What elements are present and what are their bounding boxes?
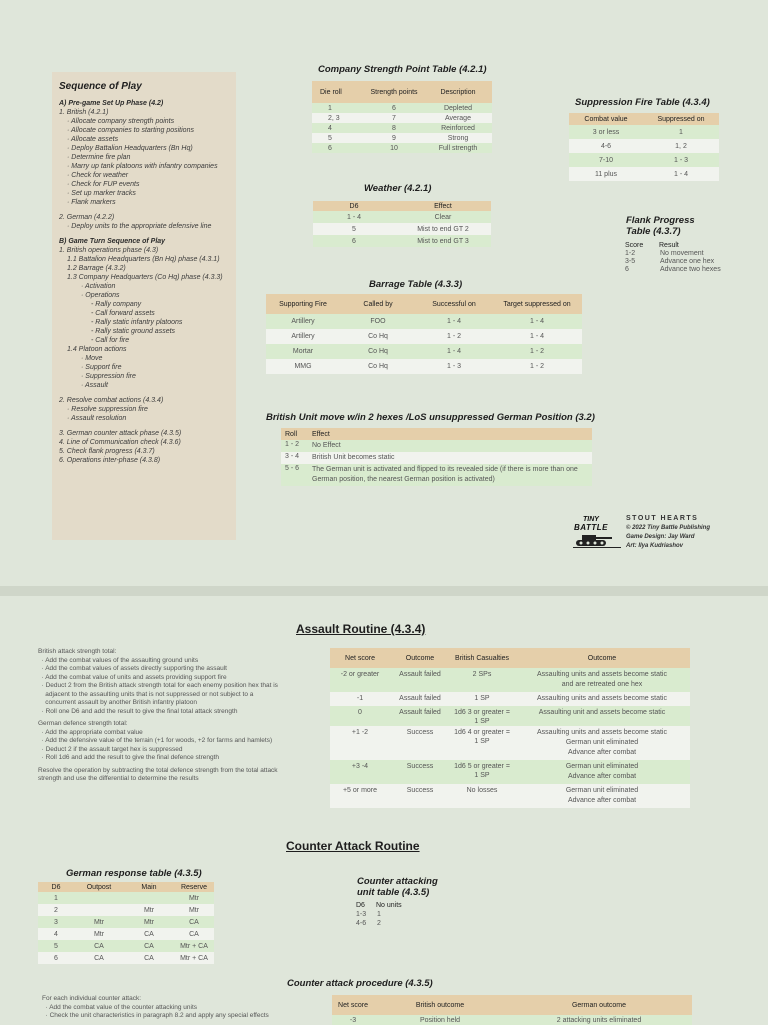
table-cell: Mtr: [188, 894, 200, 902]
table-cell: No movement: [660, 250, 704, 257]
unit-table-title: [357, 876, 438, 898]
company-table-title: Company Strength Point Table (4.2.1): [318, 64, 487, 75]
table-cell: Depleted: [443, 104, 473, 112]
table-cell: 6: [328, 144, 332, 152]
table-row: [569, 153, 719, 167]
table-cell: [514, 692, 690, 706]
text-line: strength and use the differential to determine the results: [38, 775, 199, 782]
table-cell: Advance one hex: [660, 258, 715, 265]
table-row: [266, 314, 582, 329]
table-cell: 1 - 4: [446, 318, 461, 325]
cell-line: German unit eliminated: [565, 739, 639, 746]
table-cell: +1 -2: [351, 729, 369, 736]
col-header: Die roll: [312, 81, 364, 103]
table-cell: 1 - 3: [446, 363, 461, 370]
table-cell: [74, 892, 124, 904]
table-cell: -2 or greater: [340, 671, 380, 678]
table-cell: Reinforced: [441, 124, 475, 132]
col-header: Strength points: [364, 81, 424, 103]
table-cell: CA: [94, 942, 104, 950]
table-cell: +3 -4: [351, 763, 369, 770]
table-cell: Mtr: [93, 930, 105, 938]
sequence-line: A) Pre-game Set Up Phase (4.2): [59, 100, 164, 107]
table-cell: 5 - 6: [285, 465, 300, 472]
sequence-line: 1. British (4.2.1): [59, 109, 109, 116]
col-header: Outpost: [74, 882, 124, 892]
counter-outcome-table: [332, 995, 692, 1025]
table-cell: +5 or more: [342, 787, 378, 794]
table-row: [266, 329, 582, 344]
table-cell: [310, 452, 592, 464]
table-cell: Co Hq: [368, 363, 388, 370]
table-row: [330, 668, 690, 692]
sequence-line: 1. British operations phase (4.3): [59, 247, 159, 254]
table-row: [569, 125, 719, 139]
sequence-line: · Flank markers: [67, 199, 116, 206]
table-row: [38, 892, 214, 904]
col-header: British outcome: [374, 995, 506, 1015]
sequence-line: · Allocate assets: [67, 136, 119, 143]
text-line: · Deduct 2 if the assault target hex is suppressed: [38, 745, 183, 753]
table-cell: 2: [377, 920, 381, 927]
sequence-line: 5. Check flank progress (4.3.7): [59, 448, 155, 455]
table-cell: [514, 760, 690, 784]
table-cell: 1: [54, 894, 58, 902]
col-header: Description: [424, 81, 492, 103]
table-cell: [514, 726, 690, 760]
sequence-line: · Check for FUP events: [67, 181, 140, 188]
table-row: [569, 139, 719, 153]
sequence-list: [59, 99, 223, 465]
table-cell: Full strength: [438, 144, 478, 152]
col-header: D6: [313, 201, 395, 211]
sequence-line: B) Game Turn Sequence of Play: [59, 238, 166, 245]
table-cell: 7-10: [598, 156, 613, 164]
sequence-line: · Activation: [81, 283, 116, 290]
table-row: [312, 113, 492, 123]
sequence-line: · Support fire: [81, 364, 122, 371]
sequence-line: - Rally static infantry platoons: [91, 319, 183, 326]
table-cell: Assault failed: [399, 709, 441, 716]
cell-line: No Effect: [312, 442, 341, 449]
cell-line: and are retreated one hex: [561, 681, 643, 688]
table-cell: Success: [406, 729, 434, 736]
table-cell: FOO: [370, 318, 386, 325]
credit-line: Art: Ilya Kudriashov: [626, 543, 684, 549]
table-cell: 5: [328, 134, 332, 142]
credit-line: Game Design: Jay Ward: [626, 534, 695, 540]
table-cell: 11 plus: [594, 170, 618, 178]
sequence-line: · Deploy Battalion Headquarters (Bn Hq): [67, 145, 193, 152]
col-header: Effect: [395, 201, 491, 211]
table-cell: 4-6: [600, 142, 612, 150]
cell-line: German position, the nearest German position is activated): [312, 476, 495, 483]
table-cell: 1 - 2: [285, 441, 300, 448]
table-row: [281, 440, 592, 452]
col-header: Outcome: [514, 648, 690, 668]
table-row: [330, 726, 690, 760]
text-line: For each individual counter attack:: [42, 995, 141, 1002]
table-cell: 4-6: [356, 920, 367, 927]
table-row: [355, 910, 402, 919]
table-cell: CA: [189, 930, 199, 938]
table-cell: Mtr + CA: [180, 954, 208, 962]
table-cell: Mortar: [292, 348, 314, 355]
table-cell: 8: [392, 124, 396, 132]
table-cell: [74, 904, 124, 916]
procedure-title: Counter attack procedure (4.3.5): [287, 978, 433, 989]
unit-title-line: Counter attacking: [357, 876, 438, 887]
text-line: · Add the appropriate combat value: [38, 728, 143, 736]
table-cell: CA: [144, 930, 154, 938]
table-row: [624, 266, 721, 274]
counter-attacking-unit-table: [355, 902, 402, 928]
cell-line: Assaulting units and assets become static: [537, 695, 667, 702]
counter-attack-title: Counter Attack Routine: [286, 839, 420, 853]
col-header: No units: [376, 902, 402, 909]
sequence-line: - Call forward assets: [91, 310, 155, 317]
table-cell: Advance two hexes: [660, 266, 721, 273]
table-row: [313, 211, 491, 223]
table-row: [38, 916, 214, 928]
col-header: Called by: [340, 294, 416, 314]
cell-line: Assaulting units and assets become static: [537, 729, 667, 736]
table-cell: 1 - 4: [673, 170, 688, 178]
cell-line: Advance after combat: [567, 749, 637, 756]
table-cell: 7: [392, 114, 396, 122]
table-cell: 1-2: [625, 250, 636, 257]
table-cell: 6: [625, 266, 629, 273]
table-cell: 1, 2: [675, 142, 687, 150]
col-header: Reserve: [174, 882, 214, 892]
table-cell: 5: [54, 942, 58, 950]
table-cell: Assault failed: [399, 695, 441, 702]
text-line: · Deduct 2 from the British attack strength total for each enemy position hex that is: [38, 682, 278, 689]
sequence-of-play-panel: [52, 72, 236, 540]
barrage-table: [266, 294, 582, 374]
sequence-line: · Allocate company strength points: [67, 118, 175, 125]
table-cell: 2 attacking units eliminated: [556, 1016, 642, 1024]
sequence-line: · Move: [81, 355, 103, 362]
text-line: Resolve the operation by subtracting the total defence strength from the total attack: [38, 766, 278, 774]
sequence-line: 6. Operations inter-phase (4.3.8): [59, 457, 161, 464]
sequence-line: · Suppression fire: [81, 373, 136, 380]
cell-line: German unit eliminated: [565, 763, 639, 770]
table-row: [266, 344, 582, 359]
weather-table: [313, 201, 491, 247]
sequence-line: · Allocate companies to starting positions: [67, 127, 194, 134]
sequence-line: 4. Line of Communication check (4.3.6): [59, 439, 181, 446]
flank-title-line: Flank Progress: [626, 215, 695, 226]
table-cell: 9: [392, 134, 396, 142]
table-cell: 2, 3: [328, 114, 340, 122]
table-cell: 1d6 3 or greater = 1 SP: [454, 709, 510, 725]
text-line: British attack strength total:: [38, 648, 117, 655]
table-cell: Mist to end GT 2: [417, 225, 469, 233]
sequence-line: 1.2 Barrage (4.3.2): [67, 265, 126, 272]
table-cell: [514, 784, 690, 808]
table-row: [312, 133, 492, 143]
col-header: Roll: [281, 428, 310, 440]
cell-line: The German unit is activated and flipped to its revealed side (if there is more than one: [312, 466, 578, 473]
col-header: Net score: [332, 995, 374, 1015]
col-header: Net score: [330, 648, 390, 668]
table-cell: 1 - 4: [346, 213, 361, 221]
table-row: [624, 250, 721, 258]
unit-title-line: unit table (4.3.5): [357, 887, 430, 898]
table-cell: 1: [679, 128, 683, 136]
sequence-line: · Marry up tank platoons with infantry companies: [67, 163, 218, 170]
british-move-title: British Unit move w/in 2 hexes /LoS unsuppressed German Position (3.2): [266, 412, 595, 423]
sequence-line: - Rally company: [91, 301, 142, 308]
table-cell: 3 or less: [592, 128, 620, 136]
table-cell: 10: [390, 144, 398, 152]
table-cell: Mtr: [143, 918, 155, 926]
sequence-line: - Call for fire: [91, 337, 130, 344]
col-header: Supporting Fire: [266, 294, 340, 314]
table-cell: 6: [392, 104, 396, 112]
table-row: [313, 235, 491, 247]
table-row: [330, 692, 690, 706]
table-cell: [310, 464, 592, 486]
table-cell: Mtr: [188, 906, 200, 914]
table-cell: 6: [352, 237, 356, 245]
table-cell: 3: [54, 918, 58, 926]
table-cell: Co Hq: [368, 348, 388, 355]
logo-word-tiny: TINY: [583, 516, 599, 523]
table-cell: Strong: [447, 134, 469, 142]
table-row: [312, 123, 492, 133]
cell-line: Assaulting unit and assets become static: [538, 709, 666, 716]
table-cell: Success: [406, 787, 434, 794]
text-line: · Add the combat value of the counter attacking units: [42, 1003, 198, 1011]
col-header: Target suppressed on: [492, 294, 582, 314]
sequence-line: · Deploy units to the appropriate defensive line: [67, 223, 212, 230]
flank-title-line: Table (4.3.7): [626, 226, 681, 237]
table-cell: 1 - 2: [446, 333, 461, 340]
table-row: [624, 258, 721, 266]
table-cell: Co Hq: [368, 333, 388, 340]
table-cell: Artillery: [291, 333, 315, 340]
table-cell: -1: [356, 695, 364, 702]
table-cell: CA: [144, 942, 154, 950]
text-line: German defence strength total:: [38, 720, 128, 727]
table-row: [312, 143, 492, 153]
table-cell: CA: [144, 954, 154, 962]
sequence-line: 2. Resolve combat actions (4.3.4): [59, 397, 164, 404]
table-row: [313, 223, 491, 235]
table-row: [281, 452, 592, 464]
table-row: [330, 784, 690, 808]
col-header: Combat value: [569, 113, 643, 125]
table-cell: [310, 440, 592, 452]
table-cell: 3-5: [625, 258, 636, 265]
suppression-title: Suppression Fire Table (4.3.4): [575, 97, 710, 108]
cell-line: German unit eliminated: [565, 787, 639, 794]
assault-table: [330, 648, 690, 808]
table-cell: No losses: [466, 787, 498, 794]
col-header: German outcome: [506, 995, 692, 1015]
text-line: concurrent assault by another British infantry platoon: [38, 699, 197, 706]
table-row: [38, 928, 214, 940]
table-row: [38, 952, 214, 964]
table-cell: Mtr: [143, 906, 155, 914]
credits: [626, 515, 710, 551]
sequence-title: Sequence of Play: [59, 81, 142, 92]
table-row: [312, 103, 492, 113]
credit-line: © 2022 Tiny Battle Publishing: [626, 525, 710, 531]
tiny-battle-logo: [572, 516, 624, 550]
table-row: [281, 464, 592, 486]
text-line: · Check the unit characteristics in paragraph 8.2 and apply any special effects: [42, 1012, 269, 1019]
table-cell: 1 - 4: [529, 333, 544, 340]
text-line: · Add the combat value of units and assets providing support fire: [38, 673, 227, 681]
cell-line: Advance after combat: [567, 773, 637, 780]
table-row: [330, 760, 690, 784]
table-cell: -3: [349, 1016, 357, 1024]
section-divider: [0, 586, 768, 596]
table-cell: 1d6 5 or greater = 1 SP: [454, 763, 510, 779]
tank-icon: [572, 532, 624, 550]
sequence-line: · Check for weather: [67, 172, 129, 179]
col-header: Successful on: [416, 294, 492, 314]
table-cell: 1 - 4: [446, 348, 461, 355]
table-row: [330, 706, 690, 726]
sequence-line: · Resolve suppression fire: [67, 406, 148, 413]
table-cell: 4: [54, 930, 58, 938]
table-cell: 1 - 3: [673, 156, 688, 164]
col-header: Score: [625, 242, 644, 249]
table-cell: 0: [358, 709, 362, 716]
assault-title: Assault Routine (4.3.4): [296, 622, 426, 636]
text-line: · Add the combat values of the assaulting ground units: [38, 656, 199, 664]
sequence-line: 1.1 Battalion Headquarters (Bn Hq) phase (4.3.1): [67, 256, 220, 263]
table-cell: 1 - 2: [529, 348, 544, 355]
table-cell: 1 - 4: [529, 318, 544, 325]
cell-line: Advance after combat: [567, 797, 637, 804]
table-cell: Success: [406, 763, 434, 770]
col-header: Main: [124, 882, 174, 892]
table-cell: Assault failed: [399, 671, 441, 678]
game-name: STOUT HEARTS: [626, 515, 699, 522]
sequence-line: 3. German counter attack phase (4.3.5): [59, 430, 182, 437]
german-response-table: [38, 882, 214, 964]
sequence-line: · Assault: [81, 382, 108, 389]
sequence-line: - Rally static ground assets: [91, 328, 176, 335]
table-cell: 1 SP: [474, 695, 490, 702]
table-cell: CA: [189, 918, 199, 926]
company-strength-table: [312, 81, 492, 153]
table-cell: 1d6 4 or greater = 1 SP: [454, 729, 510, 745]
col-header: Suppressed on: [643, 113, 719, 125]
col-header: Result: [659, 242, 679, 249]
col-header: Effect: [310, 428, 592, 440]
table-cell: Mtr: [93, 918, 105, 926]
text-line: adjacent to the assaulting units that is not suppressed or not subject to a: [38, 690, 254, 698]
table-row: [266, 359, 582, 374]
sequence-line: 1.4 Platoon actions: [67, 346, 127, 353]
table-cell: CA: [94, 954, 104, 962]
text-line: · Roll 1d6 and add the result to give the final defence strength: [38, 754, 220, 761]
table-row: [569, 167, 719, 181]
table-cell: 6: [54, 954, 58, 962]
text-line: · Add the defensive value of the terrain (+1 for woods, +2 for farms and hamlets): [38, 737, 273, 744]
german-response-title: German response table (4.3.5): [66, 868, 202, 879]
sequence-line: · Assault resolution: [67, 415, 127, 422]
table-cell: 2: [54, 906, 58, 914]
table-row: [355, 919, 402, 928]
table-cell: 4: [328, 124, 332, 132]
text-line: · Add the combat values of assets directly supporting the assault: [38, 665, 227, 672]
sequence-line: · Set up marker tracks: [67, 190, 136, 197]
table-cell: [514, 668, 690, 692]
sequence-line: · Determine fire plan: [67, 154, 131, 161]
british-move-table: [281, 428, 592, 486]
sequence-line: 2. German (4.2.2): [59, 214, 115, 221]
barrage-title: Barrage Table (4.3.3): [369, 279, 463, 290]
table-cell: Mist to end GT 3: [417, 237, 469, 245]
logo-word-battle: BATTLE: [574, 523, 608, 532]
table-row: [38, 940, 214, 952]
procedure-text: [42, 995, 269, 1021]
table-cell: Clear: [434, 213, 452, 221]
text-line: · Roll one D6 and add the result to give the final total attack strength: [38, 707, 238, 715]
table-cell: 1: [377, 911, 381, 918]
col-header: Outcome: [390, 648, 450, 668]
table-cell: Position held: [419, 1016, 461, 1024]
suppression-fire-table: [569, 113, 719, 181]
weather-title: Weather (4.2.1): [364, 183, 432, 194]
table-cell: 1-3: [356, 911, 367, 918]
table-cell: 2 SPs: [472, 671, 492, 678]
table-cell: 3 - 4: [285, 453, 300, 460]
table-cell: 5: [352, 225, 356, 233]
table-cell: Mtr + CA: [180, 942, 208, 950]
table-cell: [514, 706, 690, 726]
table-row: [38, 904, 214, 916]
col-header: D6: [38, 882, 74, 892]
cell-line: Assaulting units and assets become static: [537, 671, 667, 678]
sequence-line: · Operations: [81, 292, 120, 299]
table-cell: [124, 892, 174, 904]
table-cell: Average: [445, 114, 471, 122]
table-cell: Artillery: [291, 318, 315, 325]
sequence-line: 1.3 Company Headquarters (Co Hq) phase (4.3.3): [67, 274, 223, 281]
table-cell: 1 - 2: [529, 363, 544, 370]
assault-text: [38, 648, 278, 784]
col-header: D6: [356, 902, 365, 909]
cell-line: British Unit becomes static: [312, 454, 395, 461]
flank-title: [626, 215, 695, 237]
table-cell: 1: [328, 104, 332, 112]
flank-progress-table: [624, 242, 721, 274]
col-header: British Casualties: [450, 648, 514, 668]
table-cell: MMG: [294, 363, 312, 370]
